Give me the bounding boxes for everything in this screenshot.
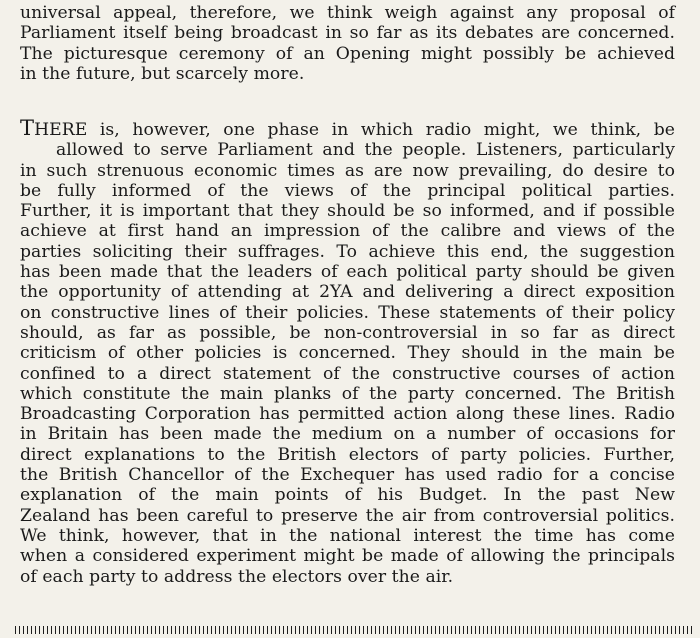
text-line: should, as far as possible, be non-controversial in so far as direct <box>20 322 675 343</box>
text-line: Parliament itself being broadcast in so far as its debates are concerned. <box>20 23 675 44</box>
text-line: allowed to serve Parliament and the people. Listeners, particularly <box>56 140 675 161</box>
text-line: in such strenuous economic times as are now prevailing, do desire to <box>20 160 675 181</box>
text-line: the opportunity of attending at 2YA and delivering a direct exposition <box>20 282 675 303</box>
text-line: of each party to address the electors over the air. <box>20 566 454 587</box>
text-line-first <box>20 118 675 140</box>
paragraph-1 <box>20 3 675 84</box>
text-line: the British Chancellor of the Exchequer has used radio for a concise <box>20 465 675 486</box>
text-line: in the future, but scarcely more. <box>20 63 305 84</box>
text-line: in Britain has been made the medium on a number of occasions for <box>20 424 675 445</box>
text-line: achieve at first hand an impression of the calibre and views of the <box>20 221 675 242</box>
text-line: Zealand has been careful to preserve the air from controversial politics. <box>20 505 675 526</box>
text-line: Further, it is important that they should be so informed, and if possible <box>20 201 675 222</box>
drop-cap: T <box>20 116 35 140</box>
text-line: direct explanations to the British electors of party policies. Further, <box>20 444 675 465</box>
text-line: criticism of other policies is concerned. They should in the main be <box>20 343 675 364</box>
paragraph-2 <box>20 118 675 587</box>
text-line: has been made that the leaders of each political party should be given <box>20 262 675 283</box>
text-line: when a considered experiment might be made of allowing the principals <box>20 546 675 567</box>
decorative-border-rule <box>15 626 695 634</box>
text-line: explanation of the main points of his Budget. In the past New <box>20 485 675 506</box>
text-line: on constructive lines of their policies. These statements of their policy <box>20 302 675 323</box>
text-line: confined to a direct statement of the constructive courses of action <box>20 363 675 384</box>
text-line: which constitute the main planks of the party concerned. The British <box>20 383 675 404</box>
first-line-text: HERE is, however, one phase in which radio might, we think, be <box>34 120 675 140</box>
text-line: We think, however, that in the national interest the time has come <box>20 525 675 546</box>
text-line: parties soliciting their suffrages. To achieve this end, the suggestion <box>20 241 675 262</box>
text-line: Broadcasting Corporation has permitted action along these lines. Radio <box>20 404 675 425</box>
text-line: universal appeal, therefore, we think weigh against any proposal of <box>20 3 675 23</box>
text-line: The picturesque ceremony of an Opening might possibly be achieved <box>20 43 675 64</box>
text-line: be fully informed of the views of the principal political parties. <box>20 180 675 201</box>
